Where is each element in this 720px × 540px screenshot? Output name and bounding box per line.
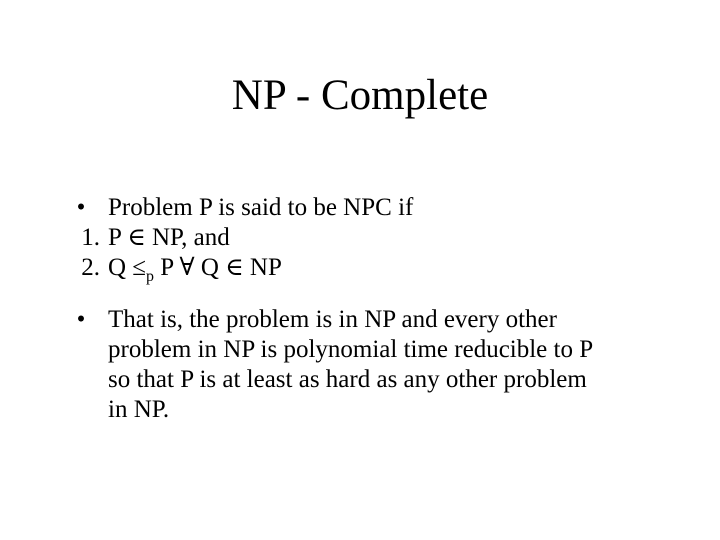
- paragraph-line: problem in NP is polynomial time reducible to P: [108, 336, 594, 363]
- list-item-paragraph: [108, 305, 674, 425]
- paragraph-line: so that P is at least as hard as any other problem: [108, 366, 587, 393]
- number-marker: 1.: [81, 224, 100, 251]
- formula-subscript: p: [146, 268, 155, 285]
- formula-part: Q ≤: [108, 254, 147, 281]
- bullet-marker: •: [76, 194, 86, 221]
- slide-title: NP - Complete: [231, 72, 489, 119]
- bullet-marker: •: [76, 306, 86, 333]
- list-item: [54, 223, 674, 253]
- list-item-text: [108, 253, 674, 283]
- list-item: [54, 253, 674, 283]
- list-item-text: Problem P is said to be NPC if: [108, 194, 414, 221]
- bullet-list: [54, 193, 674, 425]
- list-item: [54, 305, 674, 425]
- list-item-text: P ∈ NP, and: [108, 224, 230, 251]
- spacer: [54, 283, 674, 305]
- paragraph-line: in NP.: [108, 396, 170, 423]
- list-item: [54, 193, 674, 223]
- paragraph-line: That is, the problem is in NP and every other: [108, 306, 557, 333]
- number-marker: 2.: [81, 254, 100, 281]
- formula-part: P ∀ Q ∈ NP: [154, 254, 282, 281]
